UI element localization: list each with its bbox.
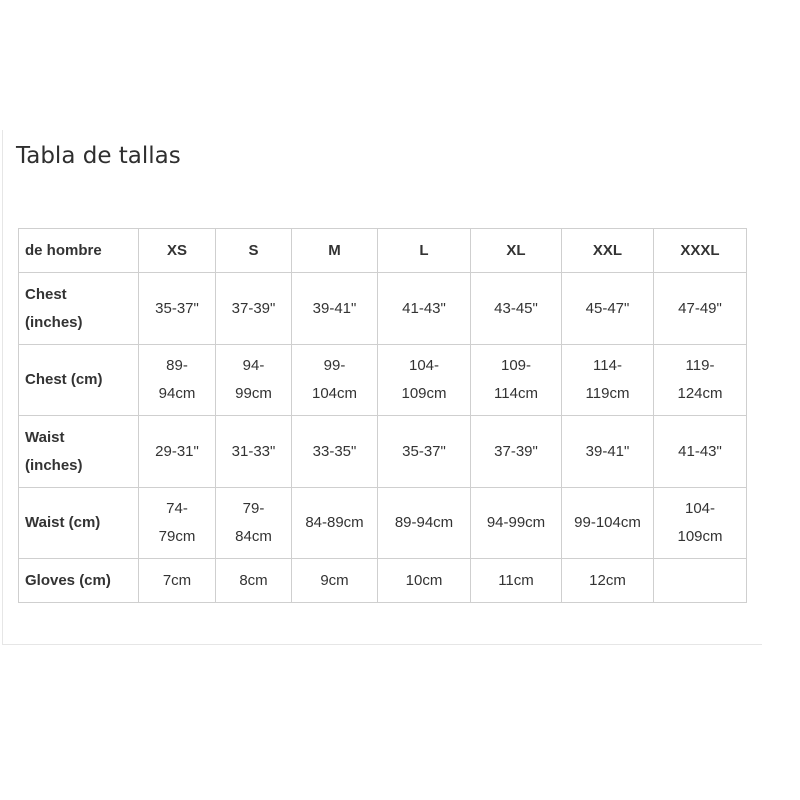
page-title: Tabla de tallas — [16, 143, 181, 169]
row-label: Waist (cm) — [19, 488, 139, 559]
table-cell: 31-33" — [216, 416, 292, 488]
cell-line: 99cm — [235, 385, 272, 402]
table-cell: 89-94cm — [378, 488, 471, 559]
cell-line: 119cm — [585, 385, 630, 402]
cell-line: 79cm — [158, 528, 196, 545]
table-cell: 47-49" — [654, 273, 747, 345]
cell-line: 94cm — [158, 385, 196, 402]
cell-line: 124cm — [677, 385, 723, 402]
cell-line: 89- — [166, 357, 188, 374]
table-cell: 45-47" — [562, 273, 654, 345]
cell-line: 104cm — [311, 385, 358, 402]
table-cell — [654, 559, 747, 603]
table-cell: 84-89cm — [292, 488, 378, 559]
table-cell: 11cm — [471, 559, 562, 603]
table-cell — [654, 488, 747, 559]
table-cell: 43-45" — [471, 273, 562, 345]
table-cell: 8cm — [216, 559, 292, 603]
cell-line: 99- — [323, 357, 346, 374]
cell-line: 74- — [166, 500, 188, 517]
table-header-cell: L — [378, 229, 471, 273]
table-cell — [216, 488, 292, 559]
table-cell — [292, 345, 378, 416]
cell-line: 109cm — [677, 528, 723, 545]
table-cell: 39-41" — [292, 273, 378, 345]
table-cell — [216, 345, 292, 416]
table-cell: 41-43" — [378, 273, 471, 345]
table-cell: 12cm — [562, 559, 654, 603]
table-row — [19, 488, 747, 559]
row-label-line: (inches) — [25, 456, 83, 474]
cell-line: 114cm — [494, 385, 538, 402]
row-label — [19, 273, 139, 345]
table-cell — [562, 345, 654, 416]
row-label-line: Waist — [25, 428, 65, 446]
cell-line: 119- — [685, 357, 715, 374]
table-row — [19, 345, 747, 416]
table-row — [19, 559, 747, 603]
table-cell — [654, 345, 747, 416]
table-cell: 37-39" — [471, 416, 562, 488]
cell-line: 94- — [242, 357, 265, 374]
cell-line: 104- — [408, 357, 440, 374]
table-cell: 37-39" — [216, 273, 292, 345]
size-chart-table — [18, 228, 747, 603]
table-header-row — [19, 229, 747, 273]
table-cell — [139, 345, 216, 416]
table-row — [19, 416, 747, 488]
table-header-cell: XL — [471, 229, 562, 273]
table-cell: 35-37" — [139, 273, 216, 345]
row-label: Gloves (cm) — [19, 559, 139, 603]
cell-line: 84cm — [235, 528, 272, 545]
row-label: Chest (cm) — [19, 345, 139, 416]
table-header-cell: XS — [139, 229, 216, 273]
table-cell: 94-99cm — [471, 488, 562, 559]
table-cell: 35-37" — [378, 416, 471, 488]
cell-line: 109cm — [401, 385, 447, 402]
table-cell: 10cm — [378, 559, 471, 603]
cell-line: 79- — [242, 500, 265, 517]
table-header-cell: de hombre — [19, 229, 139, 273]
table-cell — [471, 345, 562, 416]
table-cell: 99-104cm — [562, 488, 654, 559]
table-cell: 39-41" — [562, 416, 654, 488]
cell-line: 114- — [593, 357, 622, 374]
table-header-cell: S — [216, 229, 292, 273]
table-cell: 9cm — [292, 559, 378, 603]
row-label-line: (inches) — [25, 313, 83, 331]
table-header-cell: XXXL — [654, 229, 747, 273]
table-cell: 7cm — [139, 559, 216, 603]
table-cell: 33-35" — [292, 416, 378, 488]
row-label — [19, 416, 139, 488]
table-cell: 29-31" — [139, 416, 216, 488]
table-cell: 41-43" — [654, 416, 747, 488]
table-header-cell: M — [292, 229, 378, 273]
row-label-line: Chest — [25, 285, 67, 303]
table-cell — [378, 345, 471, 416]
table-row — [19, 273, 747, 345]
cell-line: 104- — [684, 500, 716, 517]
table-header-cell: XXL — [562, 229, 654, 273]
cell-line: 109- — [500, 357, 532, 374]
table-cell — [139, 488, 216, 559]
